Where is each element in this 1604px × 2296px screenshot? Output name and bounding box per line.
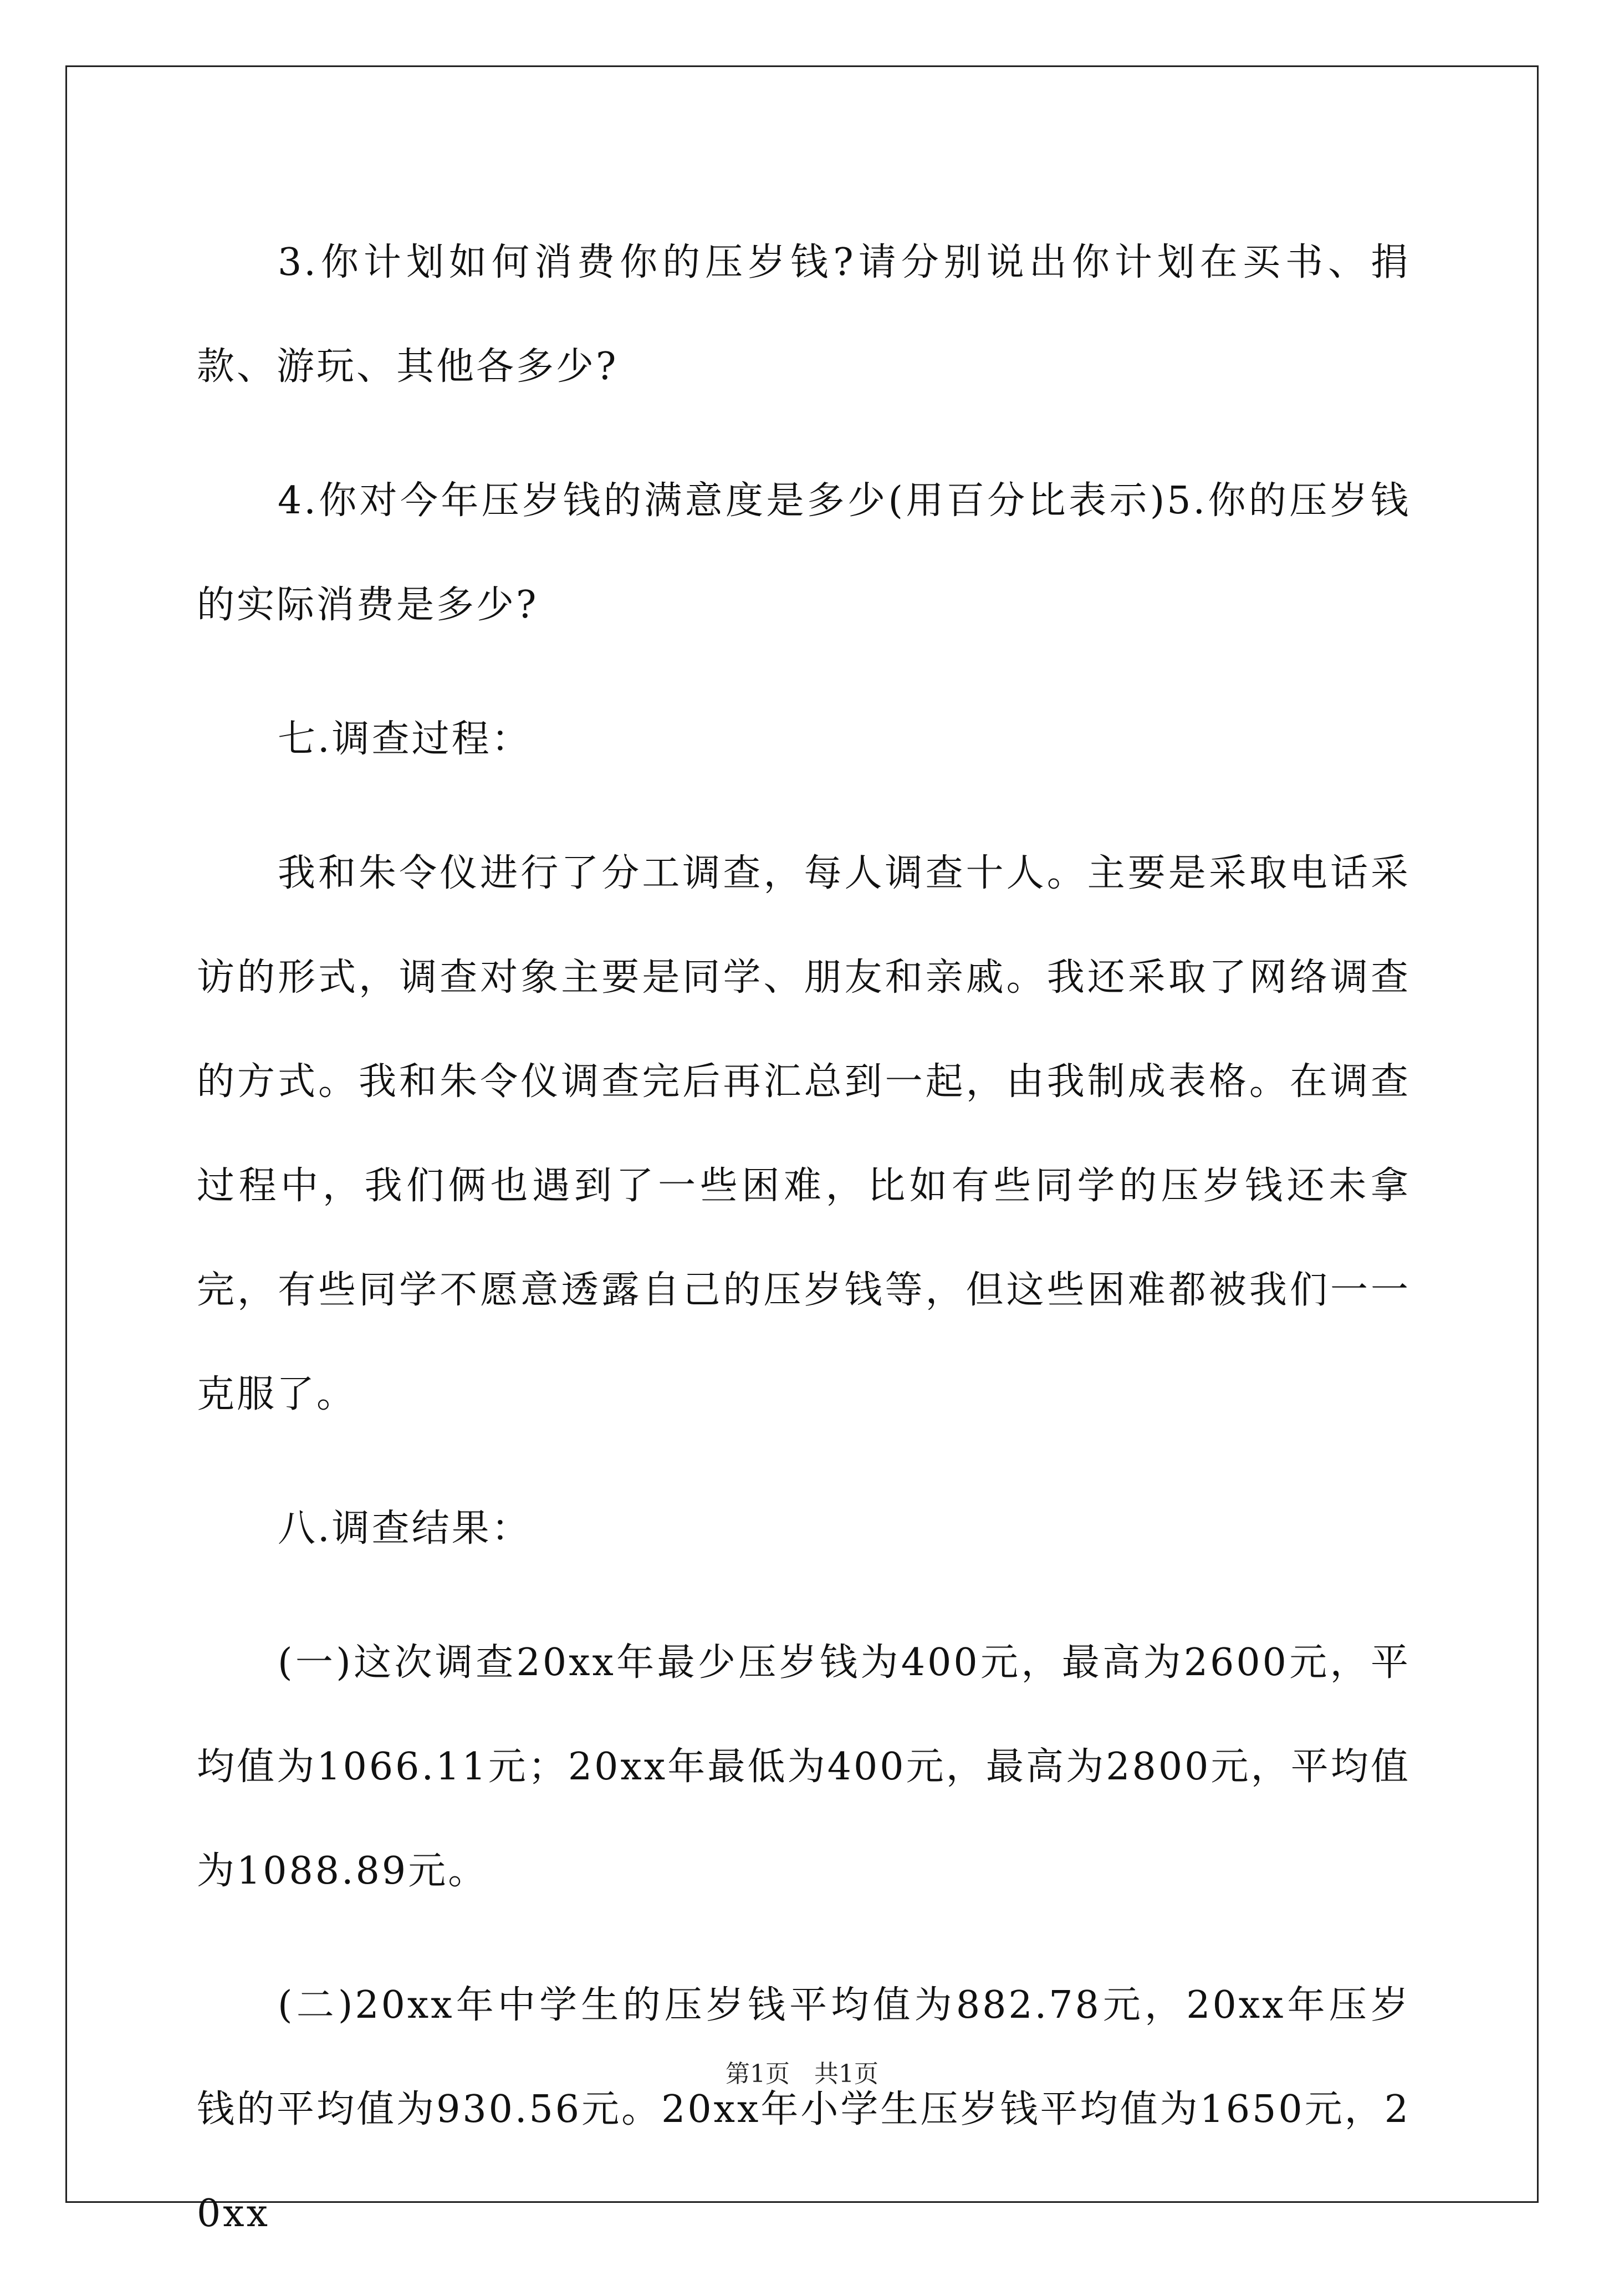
paragraph-satisfaction-question: 4.你对今年压岁钱的满意度是多少(用百分比表示)5.你的压岁钱的实际消费是多少? — [197, 479, 1411, 627]
paragraph-result-two: (二)20xx年中学生的压岁钱平均值为882.78元，20xx年压岁钱的平均值为930.56元。20xx年小学生压岁钱平均值为1650元，20xx — [197, 1983, 1411, 2236]
paragraph-survey-process: 我和朱令仪进行了分工调查，每人调查十人。主要是采取电话采访的形式，调查对象主要是同学、朋友和亲戚。我还采取了网络调查的方式。我和朱令仪调查完后再汇总到一起，由我制成表格。在调查过程中，我们俩也遇到了一些困难，比如有些同学的压岁钱还未拿完，有些同学不愿意透露自己的压岁钱等，但这些困难都被我们一一克服了。 — [197, 851, 1411, 1416]
paragraph-consumption-plan-question: 3.你计划如何消费你的压岁钱?请分别说出你计划在买书、捐款、游玩、其他各多少? — [197, 241, 1411, 389]
section-heading-survey-results: 八.调查结果： — [278, 1507, 532, 1550]
document-body — [197, 211, 1411, 2296]
section-heading-survey-process: 七.调查过程： — [278, 717, 532, 761]
page-footer: 第1页 共1页 — [726, 2060, 878, 2088]
paragraph-result-one: (一)这次调查20xx年最少压岁钱为400元，最高为2600元，平均值为1066.11元；20xx年最低为400元，最高为2800元，平均值为1088.89元。 — [197, 1641, 1411, 1893]
